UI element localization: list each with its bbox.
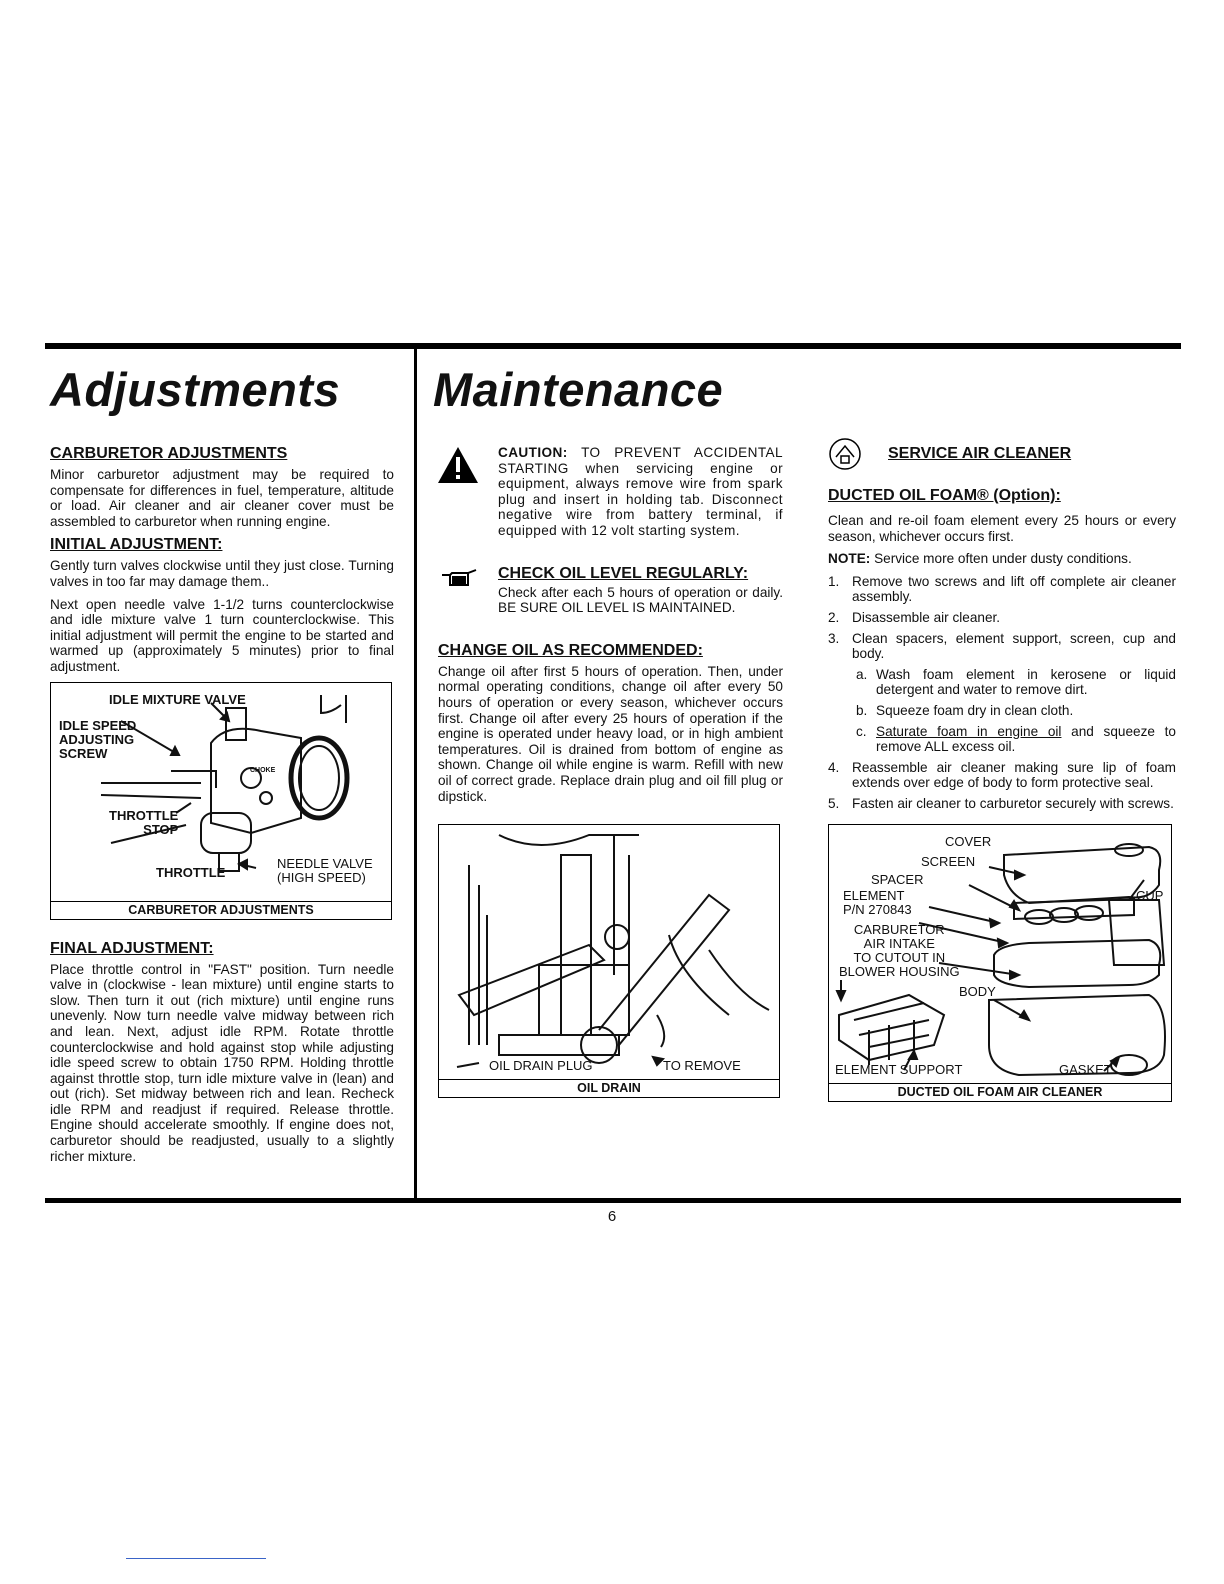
maintenance-title: Maintenance xyxy=(433,363,724,416)
air-cleaner-figure xyxy=(828,824,1172,1102)
air-cleaner-icon xyxy=(828,437,862,471)
oil-drain-drawing xyxy=(439,825,779,1077)
idle-speed-screw-label: IDLE SPEED ADJUSTING SCREW xyxy=(59,717,137,761)
step-item: 4. Reassemble air cleaner making sure lip of foam extends over edge of body to form protective seal. xyxy=(828,759,1176,791)
screen-label: SCREEN xyxy=(921,853,976,869)
to-remove-label: TO REMOVE xyxy=(663,1058,741,1074)
maintenance-column-1 xyxy=(438,445,783,1098)
choke-label: CHOKE xyxy=(250,766,276,774)
step-item: 3. Clean spacers, element support, screen, cup and body. xyxy=(828,630,1176,662)
caution-label: CAUTION: xyxy=(498,445,568,460)
change-oil-heading: CHANGE OIL AS RECOMMENDED: xyxy=(438,641,703,659)
change-oil-text: Change oil after first 5 hours of operation. Then, under normal operating conditions, change oil after every 50 hours of operation or every season, whichever occurs first. Change oil after every 25 hours of operation if the engine is operated under heavy load, or in high ambient temperatures. Oil is drained from bottom of engine as shown. Change oil while engine is warm. Refill with new oil of correct grade. Replace drain plug and oil fill plug or dipstick. xyxy=(438,663,783,804)
oil-drain-plug-label: OIL DRAIN PLUG xyxy=(489,1058,593,1074)
carburetor-adjustments-text: Minor carburetor adjustment may be required to compensate for differences in fuel, temperature, altitude or load. Air cleaner and air cleaner cover must be assembled to carburetor when running engine. xyxy=(50,467,394,529)
step-item: 2. Disassemble air cleaner. xyxy=(828,609,1001,625)
element-label: ELEMENT P/N 270843 xyxy=(843,887,912,917)
page-number: 6 xyxy=(607,1208,617,1225)
column-divider xyxy=(414,349,417,1199)
caution-block xyxy=(438,445,783,539)
initial-adjustment-text-2: Next open needle valve 1-1/2 turns counterclockwise and idle mixture valve 1 turn counterclockwise. This initial adjustment will permit the engine to be started and warmed up (approximately 5 minutes) prior to final adjustment. xyxy=(50,596,394,674)
spacer-label: SPACER xyxy=(871,871,924,887)
substeps-list xyxy=(828,667,1176,755)
ducted-text: Clean and re-oil foam element every 25 hours or every season, whichever occurs first. xyxy=(828,513,1176,544)
warning-icon xyxy=(438,447,478,483)
final-adjustment-text: Place throttle control in "FAST" position. Turn needle valve in (clockwise - lean mixture) until engine starts to slow. Then turn it out (rich mixture) until engine runs unevenly. Now turn needle valve midway between rich and lean. Next, adjust idle RPM. Rotate throttle counterclockwise and hold against stop while adjusting idle speed screw to obtain 1750 RPM. Holding throttle against throttle stop, turn idle mixture valve in (lean) and out (rich). Set midway between rich and lean. Recheck idle RPM and readjust if required. Release throttle. Engine should accelerate smoothly. If engine does not, carburetor should be readjusted, usually to a slightly richer mixture. xyxy=(50,961,394,1164)
initial-adjustment-text-1: Gently turn valves clockwise until they just close. Turning valves in too far may damage them.. xyxy=(50,558,394,589)
step-item: 5. Fasten air cleaner to carburetor securely with screws. xyxy=(828,795,1174,811)
substep-item: c. Saturate foam in engine oil and squeeze to remove ALL excess oil. xyxy=(856,723,1176,755)
body-label: BODY xyxy=(959,983,996,999)
cup-label: CUP xyxy=(1136,887,1164,903)
check-oil-text: Check after each 5 hours of operation or daily. BE SURE OIL LEVEL IS MAINTAINED. xyxy=(498,584,783,616)
gasket-label: GASKET xyxy=(1059,1061,1112,1077)
element-support-label: ELEMENT SUPPORT xyxy=(835,1061,963,1077)
oil-drain-caption: OIL DRAIN xyxy=(439,1079,779,1097)
substep-item: b. Squeeze foam dry in clean cloth. xyxy=(856,702,1074,718)
steps-list-2 xyxy=(828,760,1176,812)
caution-text: TO PREVENT ACCIDENTAL STARTING when servicing engine or equipment, always remove wire from spark plug and insert in holding tab. Disconnect negative wire from battery terminal, if equipped with 12 volt starting system. xyxy=(498,445,783,538)
steps-list xyxy=(828,574,1176,662)
idle-mixture-valve-label: IDLE MIXTURE VALVE xyxy=(109,691,246,707)
carburetor-intake-label: CARBURETOR AIR INTAKE TO CUTOUT IN BLOWER HOUSING xyxy=(839,921,960,979)
maintenance-column-2 xyxy=(828,445,1176,1102)
footer-line xyxy=(126,1558,266,1559)
carburetor-adjustments-heading: CARBURETOR ADJUSTMENTS xyxy=(50,445,288,462)
adjustments-title: Adjustments xyxy=(50,363,341,416)
note-text: Service more often under dusty conditions. xyxy=(874,551,1132,567)
throttle-label: THROTTLE xyxy=(156,864,226,880)
needle-valve-label: NEEDLE VALVE (HIGH SPEED) xyxy=(277,855,373,885)
oil-can-icon xyxy=(440,569,478,587)
check-oil-block xyxy=(438,565,783,616)
step-item: 1. Remove two screws and lift off complete air cleaner assembly. xyxy=(828,573,1176,605)
oil-drain-figure xyxy=(438,824,780,1098)
carburetor-figure-caption: CARBURETOR ADJUSTMENTS xyxy=(51,901,391,919)
ducted-oil-foam-heading: DUCTED OIL FOAM® (Option): xyxy=(828,487,1061,504)
air-cleaner-caption: DUCTED OIL FOAM AIR CLEANER xyxy=(829,1083,1171,1101)
service-air-cleaner-block xyxy=(828,445,1176,475)
substep-item: a. Wash foam element in kerosene or liquid detergent and water to remove dirt. xyxy=(856,666,1176,698)
initial-adjustment-heading: INITIAL ADJUSTMENT: xyxy=(50,536,223,554)
adjustments-column xyxy=(50,445,394,1171)
carburetor-figure xyxy=(50,682,392,920)
top-rule xyxy=(45,343,1181,349)
note-label: NOTE: xyxy=(828,551,871,567)
cover-label: COVER xyxy=(945,833,992,849)
final-adjustment-heading: FINAL ADJUSTMENT: xyxy=(50,939,214,957)
service-air-cleaner-heading: SERVICE AIR CLEANER xyxy=(888,445,1072,462)
bottom-rule xyxy=(45,1198,1181,1203)
check-oil-heading: CHECK OIL LEVEL REGULARLY: xyxy=(498,564,749,582)
throttle-stop-label: THROTTLE STOP xyxy=(109,807,179,837)
